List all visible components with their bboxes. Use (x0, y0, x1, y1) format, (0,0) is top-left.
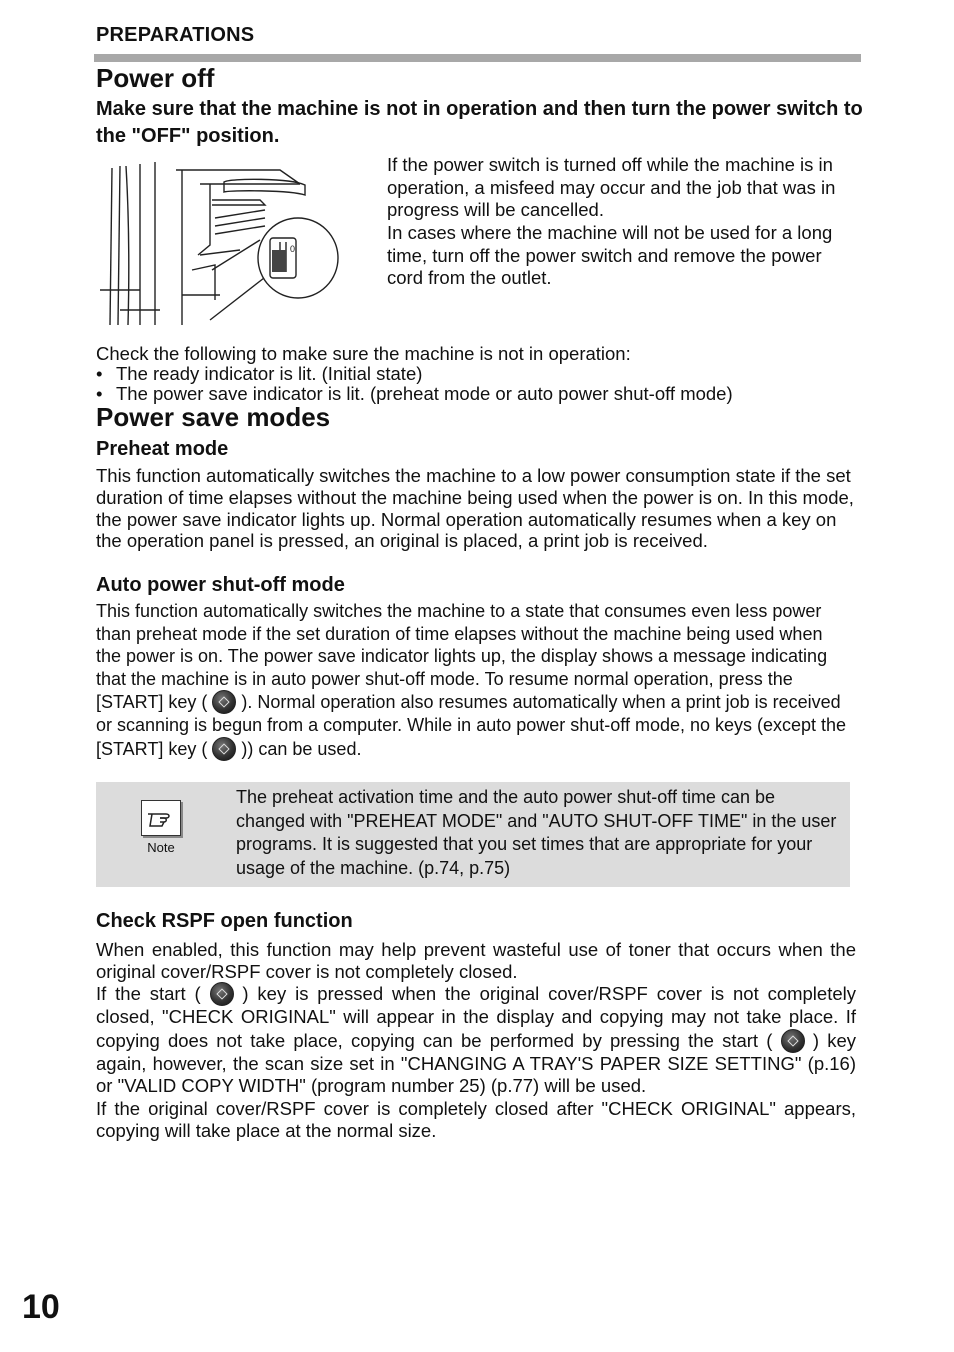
check-bullet-list (96, 363, 856, 405)
list-item: • The ready indicator is lit. (Initial state) (96, 363, 423, 384)
section-header: PREPARATIONS (96, 24, 255, 46)
power-off-side-text-1: If the power switch is turned off while the machine is in operation, a misfeed may occur and the job that was in progress will be cancelled. (387, 154, 836, 220)
note-label: Note (147, 840, 175, 855)
header-rule (94, 54, 861, 62)
power-off-side-text-2: In cases where the machine will not be used for a long time, turn off the power switch and remove the power cord from the outlet. (387, 222, 833, 288)
rspf-paragraph-1: When enabled, this function may help prevent wasteful use of toner that occurs when the original cover/RSPF cover is not completely closed. (96, 939, 856, 982)
check-intro: Check the following to make sure the machine is not in operation: (96, 343, 631, 364)
pointing-hand-icon (141, 800, 181, 836)
start-key-icon (212, 690, 236, 714)
svg-text:0: 0 (290, 244, 296, 254)
rspf-body (96, 939, 856, 1142)
start-key-icon (212, 737, 236, 761)
auto-shutoff-title: Auto power shut-off mode (96, 574, 345, 596)
power-off-title: Power off (96, 63, 215, 93)
page-number: 10 (22, 1288, 60, 1326)
power-save-title: Power save modes (96, 402, 331, 432)
rspf-paragraph-3: If the original cover/RSPF cover is completely closed after "CHECK ORIGINAL" appears, copying will take place at the normal size. (96, 1097, 856, 1141)
start-key-icon (781, 1029, 805, 1053)
note-icon-block (136, 800, 186, 855)
rspf-paragraph-2: If the start ( ) key is pressed when the original cover/RSPF cover is not completely closed, "CHECK ORIGINAL" will appear in the display and copying may not take place. If copying does not take place, copying can be performed by pressing the start ( ) key again, however, the scan size set in "CHANGING A TRAY'S PAPER SIZE SETTING" (p.16) or "VALID COPY WIDTH" (program number 25) (p.77) will be used. (96, 983, 857, 1097)
start-key-icon (210, 982, 234, 1006)
preheat-title: Preheat mode (96, 438, 229, 460)
rspf-title: Check RSPF open function (96, 910, 353, 932)
note-text: The preheat activation time and the auto power shut-off time can be changed with "PREHEAT MODE" and "AUTO SHUT-OFF TIME" in the user programs. It is suggested that you set times that are appropriate for your usage of the machine. (p.74, p.75) (236, 787, 837, 878)
auto-shutoff-text: This function automatically switches the machine to a state that consumes even less power than preheat mode if the set duration of time elapses without the machine being used when the power is on. The power save indicator lights up, the display shows a message indicating that the machine is in auto power shut-off mode. To resume normal operation, press the [START] key ( ). Normal operation also resumes automatically when a print job is received or scanning is begun from a computer. While in auto power shut-off mode, no keys (except the [START] key ( )) can be used. (96, 601, 847, 759)
preheat-text: This function automatically switches the machine to a low power consumption state if the set duration of time elapses without the machine being used when the power is on. In this mode, the power save indicator lights up. Normal operation automatically resumes when a key on the operation panel is pressed, an original is placed, a print job is received. (96, 465, 854, 552)
list-item: • The power save indicator is lit. (preheat mode or auto power shut-off mode) (96, 382, 733, 404)
power-switch-illustration (100, 160, 350, 328)
power-off-lead: Make sure that the machine is not in operation and then turn the power switch to the "OFF" position. (96, 98, 863, 147)
